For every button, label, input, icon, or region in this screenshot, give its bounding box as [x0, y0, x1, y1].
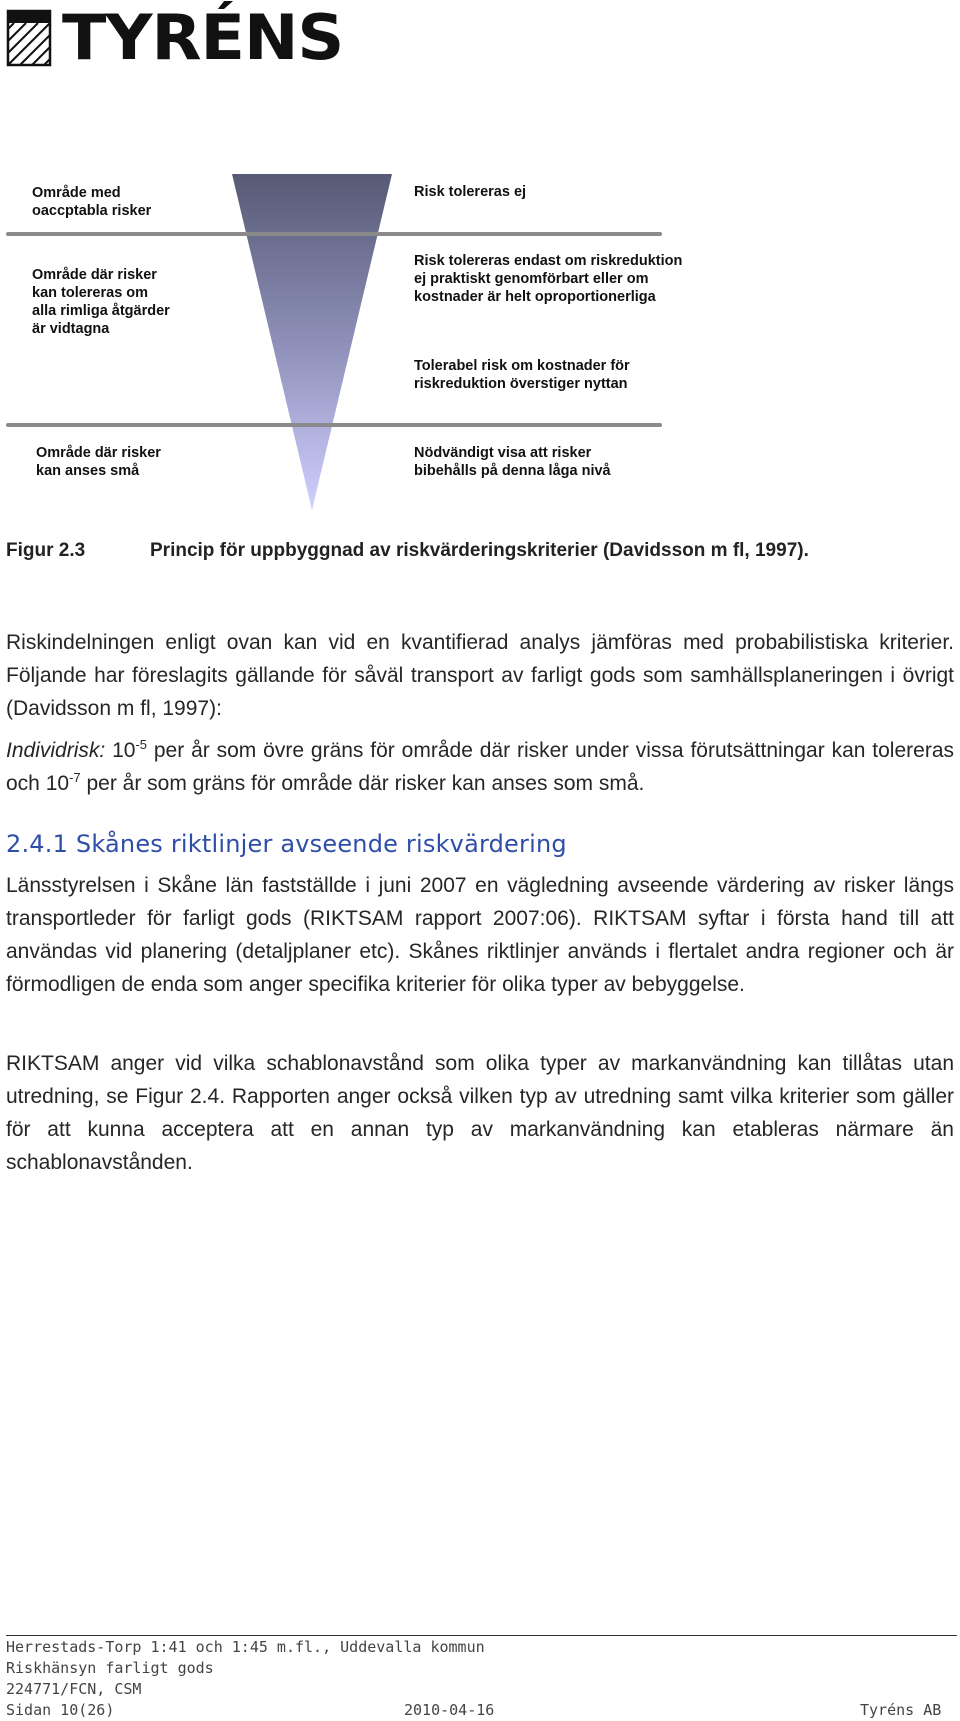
label-line: bibehålls på denna låga nivå — [414, 463, 611, 479]
upper-boundary-line — [6, 232, 662, 236]
label-line: kan tolereras om — [32, 285, 149, 301]
paragraph-individual-risk — [6, 734, 954, 800]
label-tolerable-risk — [414, 357, 630, 393]
label-line: Område där risker — [36, 445, 161, 461]
label-line: oaccptabla risker — [32, 203, 152, 219]
footer-page-number: Sidan 10(26) — [6, 1701, 115, 1719]
label-small-risk-region — [36, 444, 161, 480]
label-line: är vidtagna — [32, 321, 110, 337]
footer-subject: Riskhänsyn farligt gods — [6, 1659, 214, 1677]
individual-risk-label: Individrisk: — [6, 739, 106, 762]
label-line: ej praktiskt genomförbart eller om — [414, 271, 649, 287]
label-not-tolerated: Risk tolereras ej — [414, 184, 527, 200]
label-line: kan anses små — [36, 463, 140, 479]
text-span: 10 — [105, 739, 136, 762]
risk-funnel — [232, 174, 392, 510]
paragraph-riktsam: RIKTSAM anger vid vilka schablonavstånd som olika typer av markanvändning kan tillåtas utan utredning, se Figur 2.4. Rapporten anger också vilken typ av utredning samt vilka kriterier som gäller för att kunna acceptera att en annan typ av markanvändning kan etableras närmare än schablonavstånden. — [6, 1052, 954, 1174]
label-alarp-region — [32, 266, 170, 338]
logo-wordmark: TYRÉNS — [62, 1, 344, 74]
footer-reference: 224771/FCN, CSM — [6, 1680, 142, 1698]
text-span: per år som gräns för område där risker kan anses som små. — [80, 772, 645, 795]
figure-number: Figur 2.3 — [6, 540, 86, 561]
label-line: Nödvändigt visa att risker — [414, 445, 592, 461]
label-line: Område där risker — [32, 267, 157, 283]
label-line: Tolerabel risk om kostnader för — [414, 358, 630, 374]
footer-date: 2010-04-16 — [404, 1701, 495, 1719]
footer-company: Tyréns AB — [860, 1701, 942, 1719]
paragraph-skane-guidelines: Länsstyrelsen i Skåne län fastställde i juni 2007 en vägledning avseende värdering av risker längs transportleder för farligt gods (RIKTSAM rapport 2007:06). RIKTSAM syftar i första hand till att användas vid planering (detaljplaner etc). Skånes riktlinjer används i flertalet andra regioner och är förmodligen de enda som anger specifika kriterier för olika typer av bebyggelse. — [6, 874, 954, 996]
tyrens-logo-mark-icon — [6, 9, 52, 67]
footer-project: Herrestads-Torp 1:41 och 1:45 m.fl., Uddevalla kommun — [6, 1638, 485, 1656]
section-heading: 2.4.1 Skånes riktlinjer avseende riskvärdering — [6, 830, 567, 858]
label-line: Område med — [32, 185, 121, 201]
label-line: riskreduktion överstiger nyttan — [414, 376, 628, 392]
lower-boundary-line — [6, 423, 662, 427]
company-logo — [6, 1, 344, 74]
text-span: per år som övre gräns för område där risker under vissa förutsättningar kan tolereras och 10 — [6, 739, 954, 795]
footer-divider — [6, 1635, 957, 1636]
label-risk-reduction — [414, 252, 682, 306]
figure-caption: Princip för uppbyggnad av riskvärderingskriterier (Davidsson m fl, 1997). — [150, 540, 809, 561]
exponent: -5 — [135, 737, 147, 752]
label-line: alla rimliga åtgärder — [32, 303, 170, 319]
label-unacceptable-region — [32, 184, 151, 220]
paragraph-risk-division: Riskindelningen enligt ovan kan vid en kvantifierad analys jämföras med probabilistiska kriterier. Följande har föreslagits gällande för såväl transport av farligt gods som samhällsplaneringen i övrigt (Davidsson m fl, 1997): — [6, 631, 954, 720]
label-necessary — [414, 444, 611, 480]
exponent: -7 — [69, 770, 81, 785]
label-line: kostnader är helt oproportionerliga — [414, 289, 656, 305]
label-line: Risk tolereras endast om riskreduktion — [414, 253, 683, 269]
